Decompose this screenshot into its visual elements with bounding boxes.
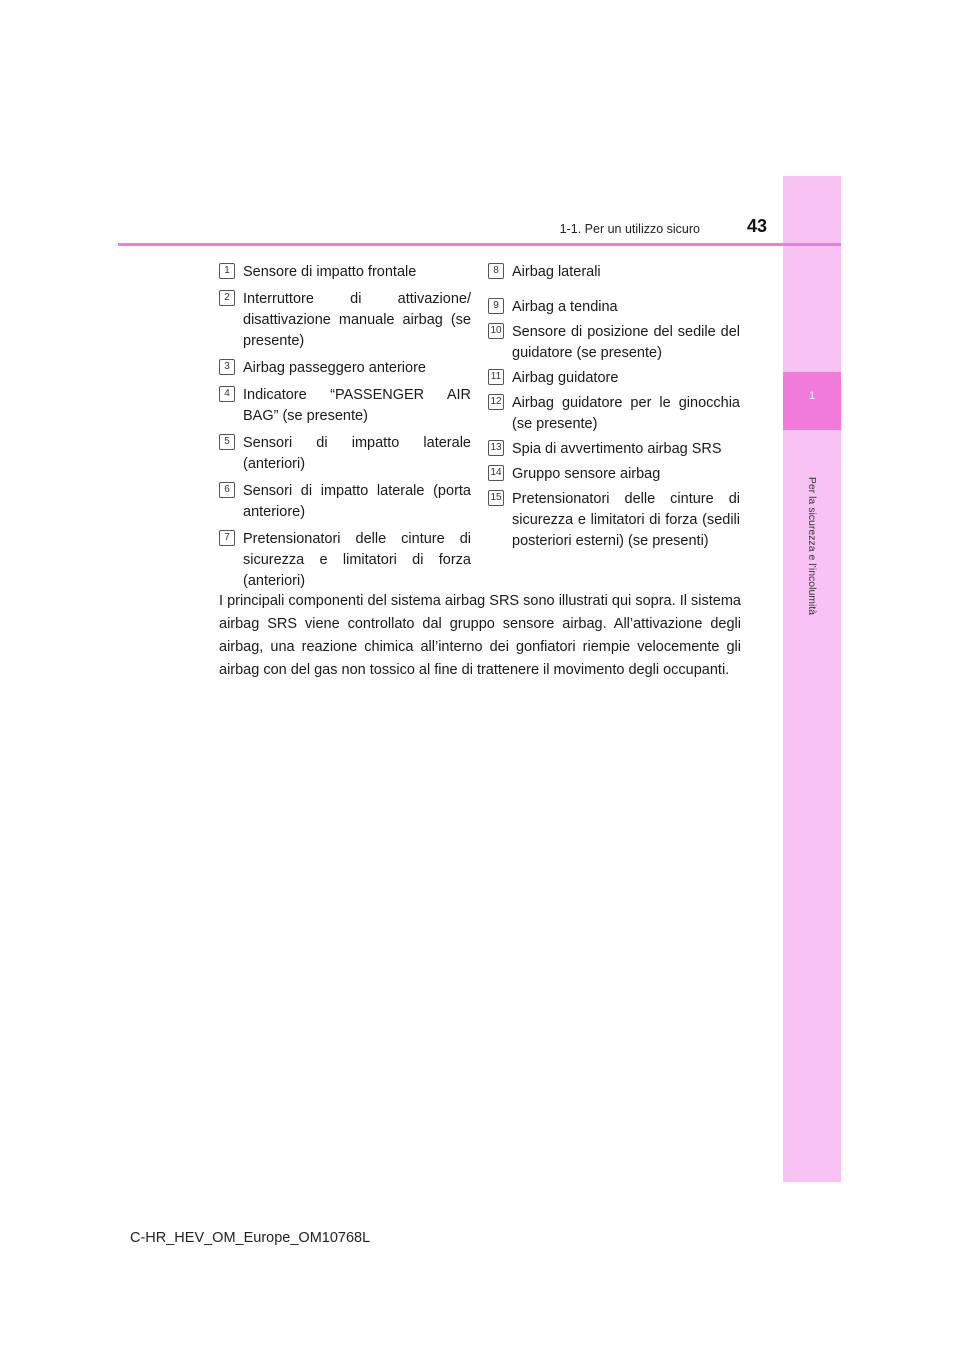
section-title: 1-1. Per un utilizzo sicuro — [559, 222, 700, 236]
list-item — [488, 464, 740, 485]
item-text: Interruttore di attivazione/ disattivazione manuale airbag (se presente) — [243, 291, 471, 349]
list-item — [219, 529, 471, 592]
chapter-title: Per la sicurezza e l’incolumità — [806, 476, 818, 616]
item-text: Spia di avvertimento airbag SRS — [512, 441, 722, 457]
number-badge: 2 — [219, 290, 235, 306]
item-text: Pretensionatori delle cinture di sicurezza e limitatori di forza (sedili posteriori esterni) (se presenti) — [512, 491, 740, 549]
list-item — [488, 297, 740, 318]
number-badge: 1 — [219, 263, 235, 279]
list-item — [488, 393, 740, 435]
item-text: Pretensionatori delle cinture di sicurezza e limitatori di forza (anteriori) — [243, 531, 471, 589]
item-text: Sensore di impatto frontale — [243, 264, 417, 280]
item-text: Sensori di impatto laterale (anteriori) — [243, 435, 471, 472]
item-text: Airbag guidatore per le ginocchia (se presente) — [512, 395, 740, 432]
list-item — [488, 262, 740, 283]
number-badge: 15 — [488, 490, 504, 506]
list-item — [219, 358, 471, 379]
number-badge: 5 — [219, 434, 235, 450]
header-rule — [118, 243, 841, 246]
item-text: Gruppo sensore airbag — [512, 466, 661, 482]
item-text: Airbag guidatore — [512, 370, 619, 386]
number-badge: 11 — [488, 369, 504, 385]
number-badge: 8 — [488, 263, 504, 279]
list-item — [488, 439, 740, 460]
document-code-footer: C-HR_HEV_OM_Europe_OM10768L — [130, 1230, 371, 1246]
page-number: 43 — [747, 216, 768, 236]
number-badge: 12 — [488, 394, 504, 410]
item-text: Sensore di posizione del sedile del guidatore (se presente) — [512, 324, 740, 361]
chapter-side-tab — [783, 176, 841, 1182]
number-badge: 9 — [488, 298, 504, 314]
list-item — [219, 433, 471, 475]
list-item — [488, 322, 740, 364]
item-text: Airbag laterali — [512, 264, 601, 280]
list-item — [219, 481, 471, 523]
number-badge: 14 — [488, 465, 504, 481]
chapter-number: 1 — [808, 390, 816, 402]
item-text: Airbag a tendina — [512, 299, 618, 315]
list-item — [488, 489, 740, 552]
number-badge: 4 — [219, 386, 235, 402]
number-badge: 13 — [488, 440, 504, 456]
number-badge: 7 — [219, 530, 235, 546]
item-text: Sensori di impatto laterale (porta anteriore) — [243, 483, 471, 520]
list-item — [219, 289, 471, 352]
item-text: Indicatore “PASSENGER AIR BAG” (se presente) — [243, 387, 471, 424]
body-paragraph: I principali componenti del sistema airbag SRS sono illustrati qui sopra. Il sistema airbag SRS viene controllato dal gruppo sensore airbag. All’attivazione degli airbag, una reazione chimica all’interno dei gonfiatori riempie velocemente gli airbag con del gas non tossico al fine di trattenere il movimento degli occupanti. — [219, 593, 741, 678]
legend-list-right — [488, 262, 740, 552]
legend-list-left — [219, 262, 471, 592]
number-badge: 10 — [488, 323, 504, 339]
number-badge: 3 — [219, 359, 235, 375]
list-item — [488, 368, 740, 389]
number-badge: 6 — [219, 482, 235, 498]
list-item — [219, 262, 471, 283]
list-item — [219, 385, 471, 427]
item-text: Airbag passeggero anteriore — [243, 360, 426, 376]
